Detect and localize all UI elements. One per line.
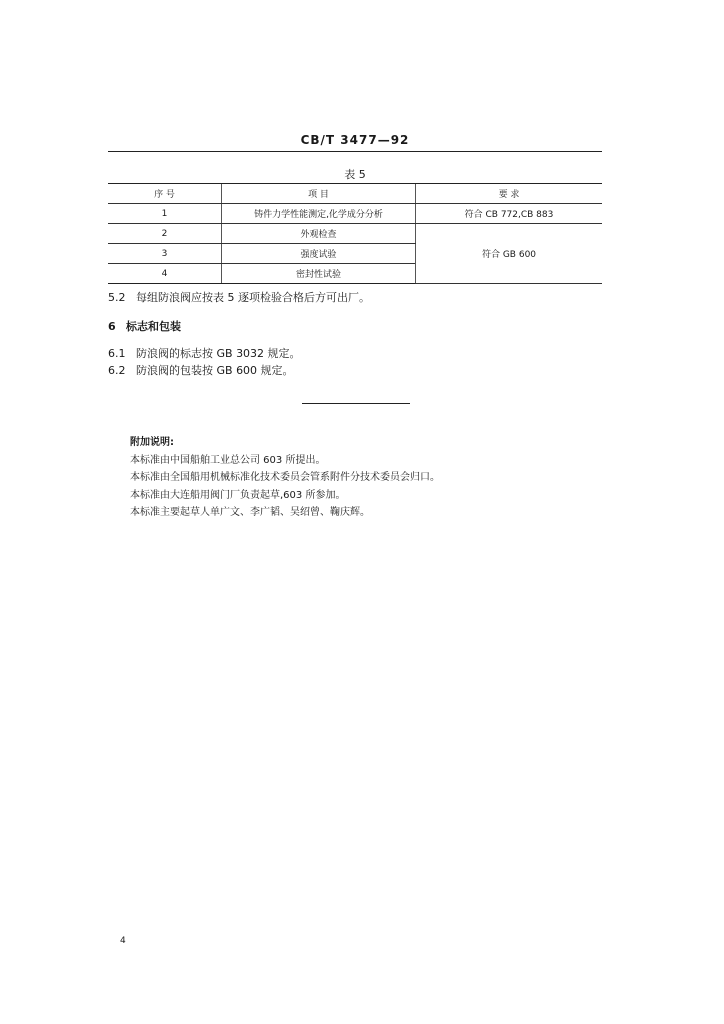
clause-text: 每组防浪阀应按表 5 逐项检验合格后方可出厂。 bbox=[136, 291, 370, 304]
row-number: 3 bbox=[108, 244, 222, 264]
column-header-requirement: 要 求 bbox=[416, 184, 603, 204]
inspection-table bbox=[108, 183, 602, 284]
end-rule bbox=[302, 403, 410, 404]
section-title: 标志和包装 bbox=[126, 320, 181, 333]
row-number: 4 bbox=[108, 264, 222, 284]
note-line: 本标准由全国船用机械标准化技术委员会管系附件分技术委员会归口。 bbox=[130, 472, 440, 483]
notes-title: 附加说明: bbox=[130, 437, 174, 448]
row-item: 强度试验 bbox=[222, 244, 416, 264]
clause-number: 6.2 bbox=[108, 364, 126, 377]
clause-5-2 bbox=[108, 291, 370, 305]
note-line: 本标准由中国船舶工业总公司 603 所提出。 bbox=[130, 455, 326, 466]
document-code: CB/T 3477—92 bbox=[300, 133, 410, 147]
row-requirement: 符合 CB 772,CB 883 bbox=[416, 204, 603, 224]
section-number: 6 bbox=[108, 320, 116, 333]
note-line: 本标准由大连船用阀门厂负责起草,603 所参加。 bbox=[130, 490, 346, 501]
row-requirement: 符合 GB 600 bbox=[416, 224, 603, 284]
clause-number: 5.2 bbox=[108, 291, 126, 304]
row-item: 铸件力学性能测定,化学成分分析 bbox=[222, 204, 416, 224]
table-row bbox=[108, 204, 602, 224]
clause-text: 防浪阀的标志按 GB 3032 规定。 bbox=[136, 347, 301, 360]
clause-6-2 bbox=[108, 364, 294, 378]
section-6-heading bbox=[108, 320, 181, 334]
column-header-item: 项 目 bbox=[222, 184, 416, 204]
note-line: 本标准主要起草人单广文、李广韬、吴绍曾、鞠庆辉。 bbox=[130, 507, 370, 518]
clause-text: 防浪阀的包装按 GB 600 规定。 bbox=[136, 364, 294, 377]
clause-6-1 bbox=[108, 347, 301, 361]
row-number: 1 bbox=[108, 204, 222, 224]
row-number: 2 bbox=[108, 224, 222, 244]
row-item: 外观检查 bbox=[222, 224, 416, 244]
row-item: 密封性试验 bbox=[222, 264, 416, 284]
table-header-row bbox=[108, 184, 602, 204]
table-row bbox=[108, 224, 602, 244]
header-rule bbox=[108, 151, 602, 152]
clause-number: 6.1 bbox=[108, 347, 126, 360]
column-header-number: 序 号 bbox=[108, 184, 222, 204]
page-number: 4 bbox=[120, 936, 126, 946]
table-caption: 表 5 bbox=[344, 168, 366, 181]
